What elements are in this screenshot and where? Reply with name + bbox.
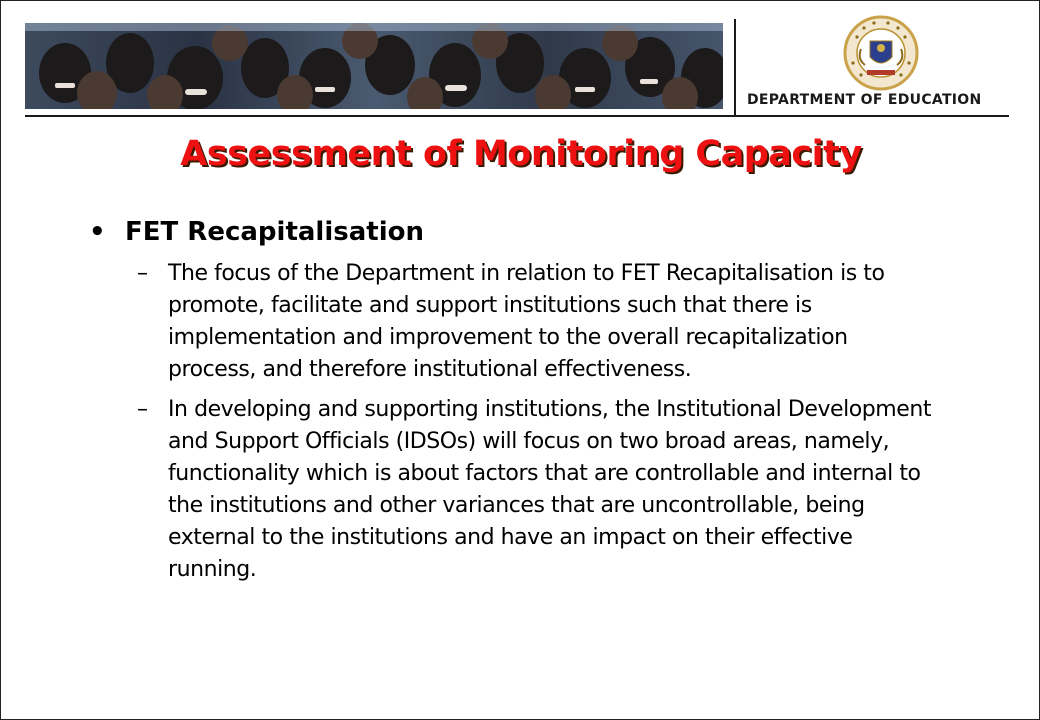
sub-bullet: [137, 394, 937, 586]
sub-bullet-text: The focus of the Department in relation to FET Recapitalisation is to promote, facilitate and support institutions such that there is implementation and improvement to the overall recapitalization process, and therefore institutional effectiveness.: [168, 261, 885, 382]
header-photo: [25, 23, 723, 109]
sub-bullet: [137, 258, 937, 386]
bullet-heading: [89, 217, 424, 247]
bullet-heading-text: FET Recapitalisation: [125, 217, 424, 247]
sub-bullet-marker: –: [137, 397, 148, 422]
sub-bullet-marker: –: [137, 261, 148, 286]
department-name: DEPARTMENT OF EDUCATION: [747, 92, 982, 108]
bullet-marker: •: [89, 217, 106, 247]
header-divider-vertical: [734, 19, 736, 115]
gauteng-seal-logo: [837, 15, 925, 91]
slide-title: Assessment of Monitoring Capacity: [180, 134, 862, 174]
sub-bullet-text: In developing and supporting institutions, the Institutional Development and Support Officials (IDSOs) will focus on two broad areas, namely, functionality which is about factors that are controllable and internal to the institutions and other variances that are uncontrollable, being external to the institutions and have an impact on their effective running.: [168, 397, 932, 582]
header-divider-horizontal: [25, 115, 1009, 117]
